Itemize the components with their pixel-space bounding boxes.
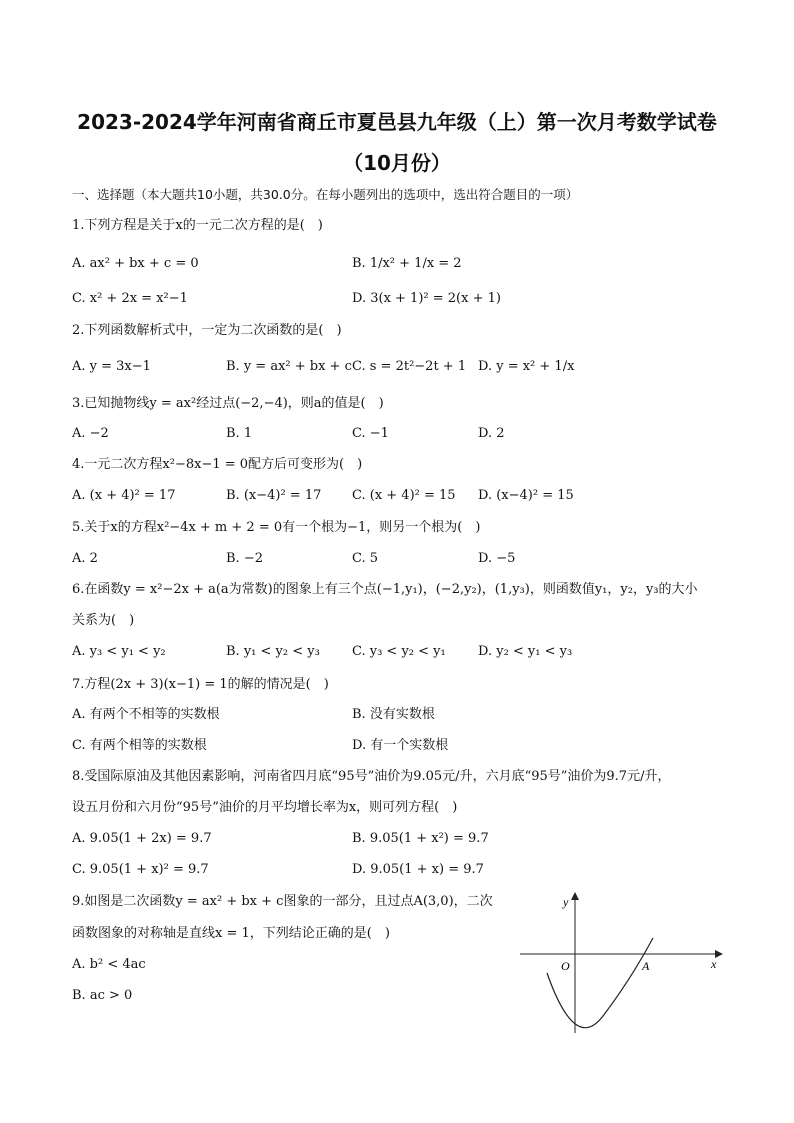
- y-axis-label: y: [563, 895, 569, 909]
- q6-option-a: A. y₃ < y₁ < y₂: [72, 644, 166, 659]
- q3-option-c: C. −1: [352, 426, 389, 441]
- parabola-curve: [547, 938, 653, 1028]
- y-axis-arrow: [571, 892, 579, 900]
- q7-option-b: B. 没有实数根: [352, 707, 435, 722]
- question-5-stem: 5.关于x的方程x²−4x + m + 2 = 0有一个根为−1，则另一个根为( ): [72, 520, 481, 535]
- q5-option-c: C. 5: [352, 551, 379, 566]
- origin-label: O: [561, 959, 570, 973]
- question-7-stem: 7.方程(2x + 3)(x−1) = 1的解的情况是( ): [72, 677, 329, 692]
- section-heading: 一、选择题（本大题共10小题，共30.0分。在每小题列出的选项中，选出符合题目的一项）: [72, 187, 579, 202]
- q6-option-b: B. y₁ < y₂ < y₃: [226, 644, 320, 659]
- q2-option-a: A. y = 3x−1: [72, 359, 151, 374]
- question-6-stem: 6.在函数y = x²−2x + a(a为常数)的图象上有三个点(−1,y₁)，(−2,y₂)，(1,y₃)，则函数值y₁，y₂，y₃的大小: [72, 582, 698, 597]
- q8-option-c: C. 9.05(1 + x)² = 9.7: [72, 862, 209, 877]
- q7-option-c: C. 有两个相等的实数根: [72, 738, 207, 753]
- q7-option-d: D. 有一个实数根: [352, 738, 449, 753]
- q8-option-a: A. 9.05(1 + 2x) = 9.7: [72, 831, 212, 846]
- q1-option-c: C. x² + 2x = x²−1: [72, 291, 188, 306]
- q4-option-c: C. (x + 4)² = 15: [352, 488, 456, 503]
- q7-option-a: A. 有两个不相等的实数根: [72, 707, 220, 722]
- question-1-stem: 1.下列方程是关于x的一元二次方程的是( ): [72, 218, 323, 233]
- question-4-stem: 4.一元二次方程x²−8x−1 = 0配方后可变形为( ): [72, 457, 363, 472]
- q6-option-d: D. y₂ < y₁ < y₃: [478, 644, 573, 659]
- q1-option-d: D. 3(x + 1)² = 2(x + 1): [352, 291, 501, 306]
- q2-option-c: C. s = 2t²−2t + 1: [352, 359, 467, 374]
- question-8-stem-cont: 设五月份和六月份“95号”油价的月平均增长率为x，则可列方程( ): [72, 800, 458, 815]
- q5-option-b: B. −2: [226, 551, 263, 566]
- q9-option-b: B. ac > 0: [72, 988, 133, 1003]
- question-9-stem-cont: 函数图象的对称轴是直线x = 1，下列结论正确的是( ): [72, 926, 390, 941]
- question-6-stem-cont: 关系为( ): [72, 613, 135, 628]
- q3-option-d: D. 2: [478, 426, 505, 441]
- x-axis-label: x: [711, 957, 717, 971]
- q4-option-b: B. (x−4)² = 17: [226, 488, 322, 503]
- exam-subtitle: （10月份）: [343, 151, 451, 175]
- q4-option-d: D. (x−4)² = 15: [478, 488, 574, 503]
- question-2-stem: 2.下列函数解析式中，一定为二次函数的是( ): [72, 323, 342, 338]
- q5-option-a: A. 2: [72, 551, 98, 566]
- q9-option-a: A. b² < 4ac: [72, 957, 146, 972]
- q1-option-b: B. 1/x² + 1/x = 2: [352, 256, 462, 271]
- question-9-stem: 9.如图是二次函数y = ax² + bx + c图象的一部分，且过点A(3,0)，二次: [72, 894, 493, 909]
- q6-option-c: C. y₃ < y₂ < y₁: [352, 644, 446, 659]
- q3-option-a: A. −2: [72, 426, 109, 441]
- q1-option-a: A. ax² + bx + c = 0: [72, 256, 199, 271]
- parabola-figure: [515, 888, 725, 1038]
- q4-option-a: A. (x + 4)² = 17: [72, 488, 176, 503]
- q5-option-d: D. −5: [478, 551, 516, 566]
- q8-option-b: B. 9.05(1 + x²) = 9.7: [352, 831, 489, 846]
- q2-option-d: D. y = x² + 1/x: [478, 359, 575, 374]
- q8-option-d: D. 9.05(1 + x) = 9.7: [352, 862, 484, 877]
- q3-option-b: B. 1: [226, 426, 253, 441]
- q2-option-b: B. y = ax² + bx + c: [226, 359, 352, 374]
- exam-title: 2023-2024学年河南省商丘市夏邑县九年级（上）第一次月考数学试卷: [77, 110, 717, 134]
- question-3-stem: 3.已知抛物线y = ax²经过点(−2,−4)，则a的值是( ): [72, 396, 384, 411]
- question-8-stem: 8.受国际原油及其他因素影响，河南省四月底“95号”油价为9.05元/升，六月底“95号”油价为9.7元/升，: [72, 769, 671, 784]
- point-a-label: A: [642, 959, 650, 973]
